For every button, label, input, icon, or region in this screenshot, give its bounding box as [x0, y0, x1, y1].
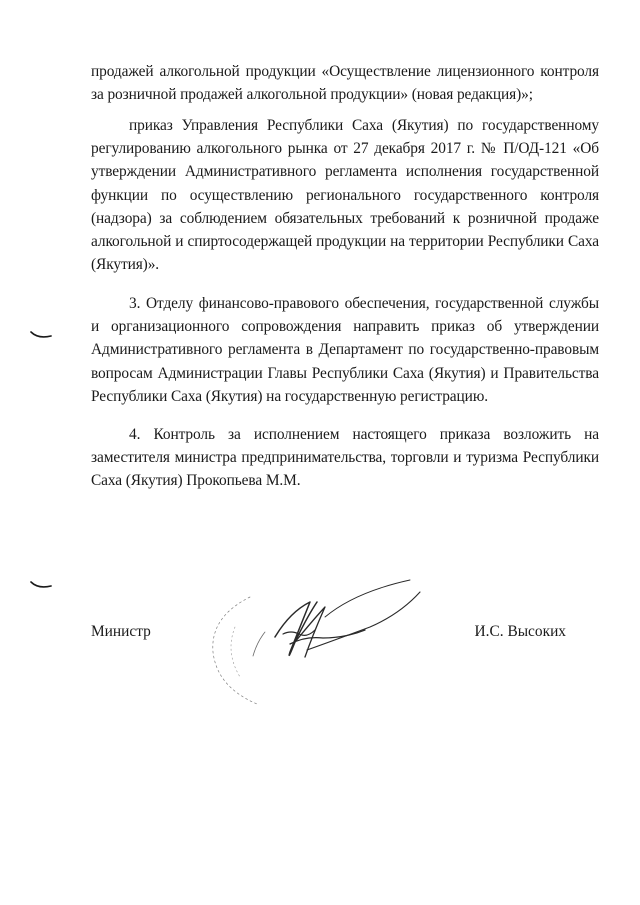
paragraph-continuation: продажей алкогольной продукции «Осуществление лицензионного контроля за розничной продажей алкогольной продукции» (новая редакция)»; — [91, 63, 599, 104]
signatory-position: Министр — [91, 623, 151, 640]
margin-tick-icon — [30, 330, 52, 340]
margin-tick-icon — [30, 580, 52, 590]
signatory-name: И.С. Высоких — [474, 623, 566, 640]
paragraph-item-4: 4. Контроль за исполнением настоящего приказа возложить на заместителя министра предпринимательства, торговли и туризма Республики Саха (Якутия) Прокопьева М.М. — [91, 426, 599, 490]
paragraph-item-3: 3. Отделу финансово-правового обеспечения, государственной службы и организационного сопровождения направить приказ об утверждении Административного регламента в Департамент по государственно-правовым вопросам Администрации Главы Республики Саха (Якутия) и Правительства Республики Саха (Якутия) на государственную регистрацию. — [91, 295, 599, 405]
paragraph-order-reference: приказ Управления Республики Саха (Якутия) по государственному регулированию алкогольного рынка от 27 декабря 2017 г. № П/ОД-121 «Об утверждении Административного регламента исполнения государственной функции по осуществлению регионального государственного контроля (надзора) за соблюдением обязательных требований к розничной продаже алкогольной и спиртосодержащей продукции на территории Республики Саха (Якутия)». — [91, 117, 599, 274]
handwritten-signature-icon — [195, 572, 445, 712]
